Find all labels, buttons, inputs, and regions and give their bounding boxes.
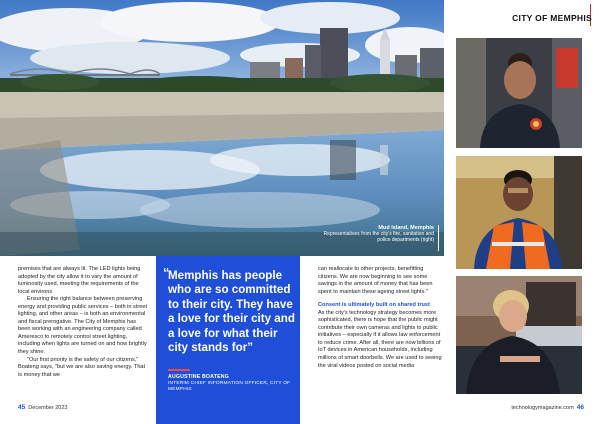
body-column-right	[318, 266, 442, 370]
body-paragraph: As the city's technology strategy becomes more sophisticated, there is hope that the public might contribute their own cameras and lights to public initiatives – especially if it allows law enforcement to reduce crime. After all, there are now billions of IoT devices in American households, including millions of smart doorbells. We are used to seeing the viral videos posted on social media	[318, 309, 442, 369]
page-number-left: 45	[18, 404, 26, 411]
fire-department-portrait	[456, 38, 582, 148]
footer-right	[480, 404, 584, 411]
magazine-site[interactable]: technologymagazine.com	[511, 405, 574, 411]
quote-mark: “	[163, 265, 170, 280]
sanitation-department-portrait-graphic	[456, 156, 582, 269]
pull-quote-text: Memphis has people who are so committed to their city. They have a love for their city and a love for what their city stands for”	[168, 269, 295, 355]
caption-bar	[438, 225, 440, 251]
quote-attribution-role: INTERIM CHIEF INFORMATION OFFICER, CITY OF MEMPHIS	[168, 381, 291, 392]
sanitation-department-portrait	[456, 156, 582, 269]
body-column-left	[18, 266, 150, 379]
police-department-portrait-graphic	[456, 276, 582, 394]
quote-divider	[168, 369, 190, 371]
mud-island-photo-graphic	[0, 0, 444, 256]
footer-left	[18, 404, 67, 411]
page-number-right: 46	[576, 404, 584, 411]
quote-attribution-name: AUGUSTINE BOATENG	[168, 374, 229, 380]
section-subhead: Consent is ultimately built on shared trust	[318, 302, 430, 309]
mud-island-photo	[0, 0, 444, 256]
caption-text: Representatives from the city's fire, sanitation and police departments (right)	[323, 231, 434, 243]
caption-title: Mud Island, Memphis	[378, 225, 434, 231]
issue-date: December 2023	[28, 405, 68, 411]
body-paragraph: Ensuring the right balance between preserving energy and providing public services – both in street lighting, and other areas – is both an environmental and fiscal prerogative. The City of Memphis has been working with an engineering company called Ameresco to remotely control street lighting, including when lights are turned on and how brightly they shine.	[18, 296, 148, 356]
body-paragraph: "Our first priority is the safety of our citizens," Boateng says, "but we are also saving energy. That is money that we	[18, 356, 146, 378]
photo-caption	[310, 225, 434, 243]
body-paragraph: can reallocate to other projects, benefitting citizens. We are now beginning to see some savings in the amount of money that has been spent to maintain these ageing street lights."	[318, 266, 433, 295]
police-department-portrait	[456, 276, 582, 394]
body-paragraph: premises that are always lit. The LED lights being adopted by the city allow it to vary the amount of luminosity used, meeting the requirements of the local environs	[18, 266, 141, 295]
section-title: CITY OF MEMPHIS	[512, 13, 592, 23]
fire-department-portrait-graphic	[456, 38, 582, 148]
